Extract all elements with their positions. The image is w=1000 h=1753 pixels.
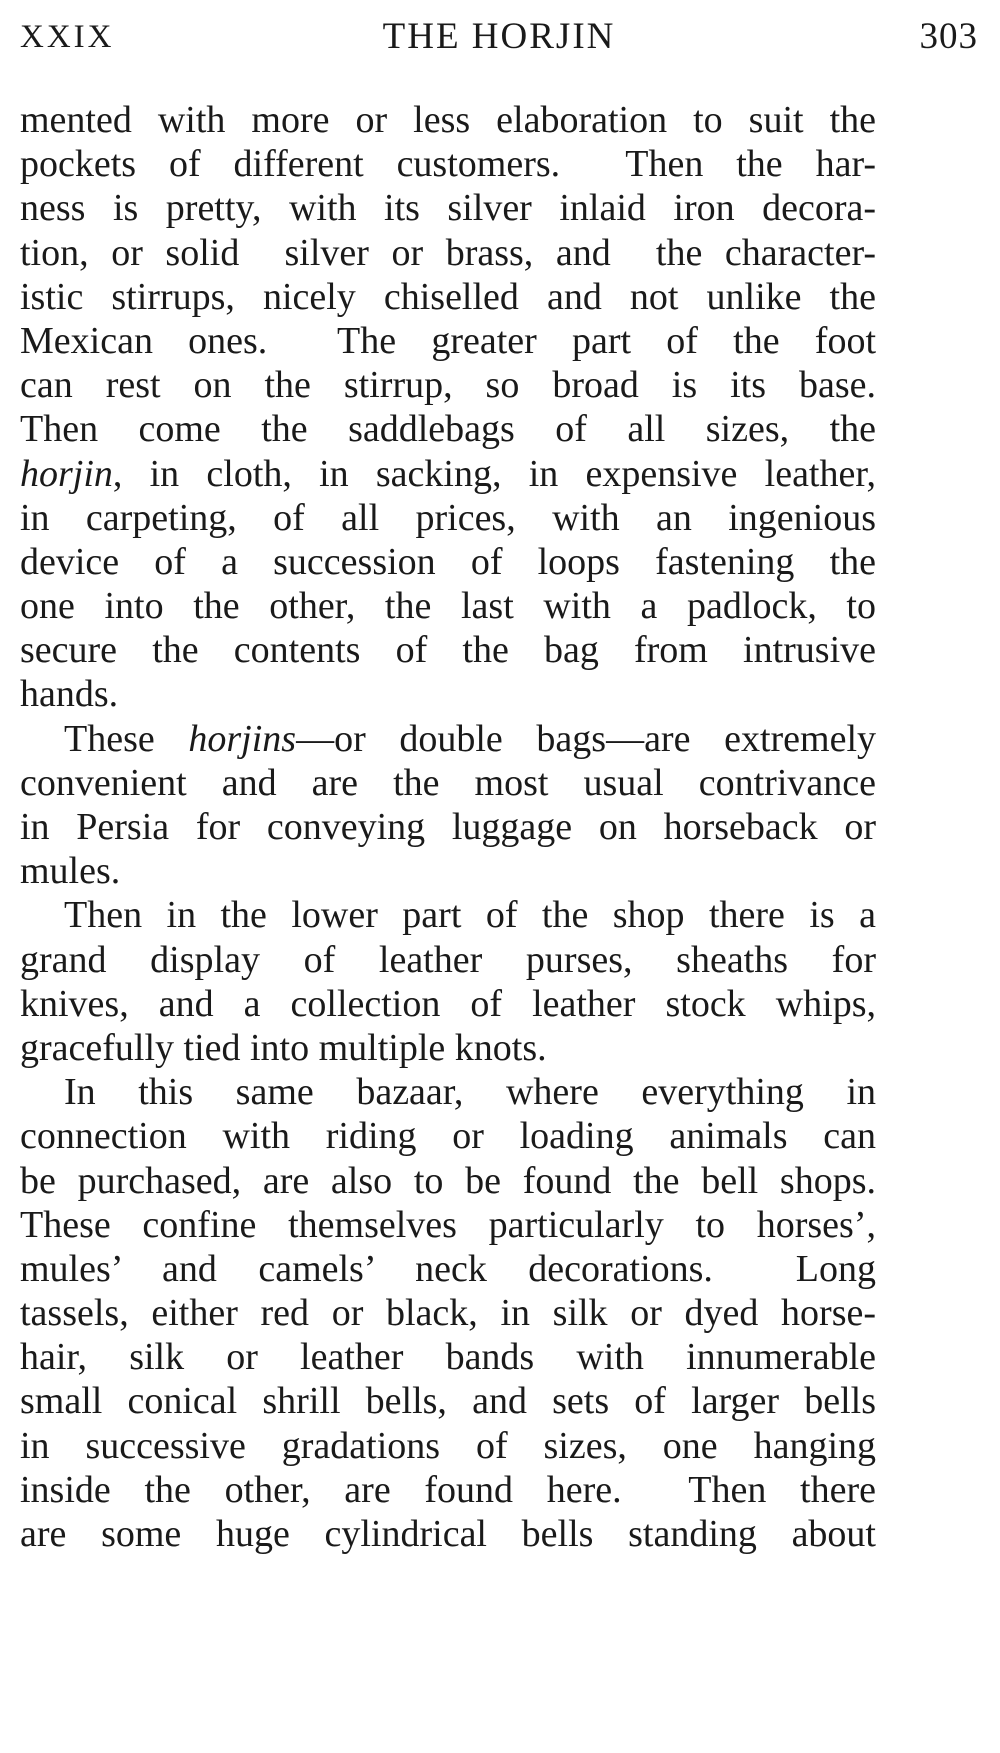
italic-word: horjins: [188, 717, 297, 760]
text-segment: be purchased, are also to be found the bell shops.: [20, 1159, 876, 1202]
text-line: [20, 717, 876, 761]
text-line: [20, 1291, 876, 1335]
text-segment: mules’ and camels’ neck decorations. Long: [20, 1247, 876, 1290]
text-segment: tion, or solid silver or brass, and the character-: [20, 231, 876, 274]
text-line: [20, 982, 876, 1026]
text-segment: Then in the lower part of the shop there is a: [64, 894, 876, 937]
running-head: [20, 12, 978, 62]
text-line: [20, 1070, 876, 1114]
text-segment: connection with riding or loading animals can: [20, 1115, 876, 1158]
text-line: [20, 805, 876, 849]
chapter-number: XXIX: [20, 19, 115, 55]
text-line: [20, 938, 876, 982]
text-segment: device of a succession of loops fastening the: [20, 540, 876, 583]
text-line: [20, 496, 876, 540]
text-line: [20, 1379, 876, 1423]
text-segment: are some huge cylindrical bells standing about: [20, 1513, 876, 1555]
text-line: [20, 1468, 876, 1512]
text-segment: , in cloth, in sacking, in expensive leather,: [112, 452, 876, 495]
text-segment: can rest on the stirrup, so broad is its base.: [20, 364, 876, 407]
text-line: [20, 584, 876, 628]
text-line: [20, 1026, 876, 1070]
text-line: [20, 275, 876, 319]
text-line: [20, 142, 876, 186]
text-line: [20, 319, 876, 363]
text-line: [20, 628, 876, 672]
text-line: [20, 1424, 876, 1468]
text-segment: in successive gradations of sizes, one hanging: [20, 1424, 876, 1467]
text-segment: knives, and a collection of leather stock whips,: [20, 982, 876, 1025]
text-line: [20, 893, 876, 937]
text-segment: In this same bazaar, where everything in: [64, 1071, 876, 1114]
text-line: [20, 540, 876, 584]
text-line: [20, 1512, 876, 1556]
text-line: [20, 1159, 876, 1203]
text-line: [20, 186, 876, 230]
text-segment: istic stirrups, nicely chiselled and not unlike the: [20, 275, 876, 318]
italic-word: horjin: [20, 452, 113, 495]
text-line: [20, 1335, 876, 1379]
text-segment: —or double bags—are extremely: [296, 717, 877, 760]
text-segment: in carpeting, of all prices, with an ingenious: [20, 496, 876, 539]
text-segment: one into the other, the last with a padlock, to: [20, 585, 876, 628]
text-segment: These confine themselves particularly to horses’,: [20, 1203, 876, 1246]
text-segment: Mexican ones. The greater part of the foot: [20, 319, 876, 362]
text-segment: gracefully tied into multiple knots.: [20, 1026, 547, 1069]
text-segment: hair, silk or leather bands with innumerable: [20, 1336, 876, 1379]
text-segment: Then come the saddlebags of all sizes, the: [20, 408, 876, 451]
text-segment: ness is pretty, with its silver inlaid iron decora-: [20, 187, 876, 230]
text-line: [20, 231, 876, 275]
text-segment: secure the contents of the bag from intrusive: [20, 629, 876, 672]
text-line: [20, 1203, 876, 1247]
text-line: [20, 761, 876, 805]
text-segment: mules.: [20, 850, 121, 893]
text-segment: pockets of different customers. Then the har-: [20, 143, 876, 186]
text-line: [20, 407, 876, 451]
text-segment: tassels, either red or black, in silk or dyed horse-: [20, 1292, 876, 1335]
page-number: 303: [919, 16, 978, 57]
running-title: THE HORJIN: [382, 16, 616, 57]
text-line: [20, 1114, 876, 1158]
text-segment: These: [64, 717, 189, 760]
text-line: [20, 363, 876, 407]
body-text: [20, 98, 876, 1556]
text-segment: in Persia for conveying luggage on horseback or: [20, 806, 876, 848]
text-segment: grand display of leather purses, sheaths for: [20, 938, 876, 981]
text-segment: inside the other, are found here. Then there: [20, 1468, 876, 1511]
text-line: [20, 849, 876, 893]
text-segment: mented with more or less elaboration to suit the: [20, 99, 876, 141]
text-line: [20, 1247, 876, 1291]
text-line: [20, 98, 876, 142]
text-segment: small conical shrill bells, and sets of larger bells: [20, 1380, 876, 1423]
text-segment: hands.: [20, 673, 119, 716]
text-line: [20, 452, 876, 496]
text-line: [20, 672, 876, 716]
text-segment: convenient and are the most usual contrivance: [20, 761, 876, 804]
